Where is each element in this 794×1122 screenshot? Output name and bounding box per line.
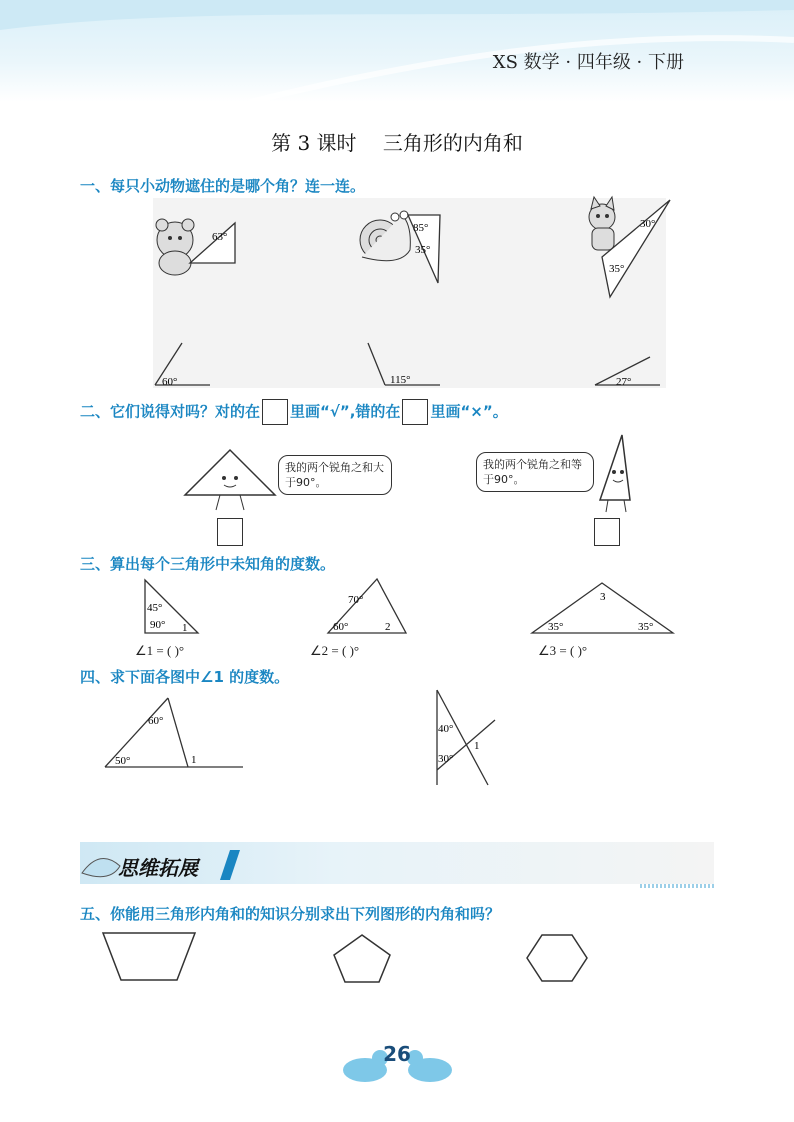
snail-angle-b: 35° xyxy=(415,244,431,256)
q3-triangle-3 xyxy=(532,583,673,633)
lesson-number: 第 3 课时 xyxy=(271,131,357,155)
svg-text:90°: 90° xyxy=(150,619,166,631)
q3-triangle-2 xyxy=(328,579,406,633)
lesson-title xyxy=(0,127,794,156)
svg-text:35°: 35° xyxy=(548,621,564,633)
q3-answer-1[interactable]: ∠1 = ( )° xyxy=(135,643,185,658)
cat-angle-a: 30° xyxy=(640,218,656,230)
section-three-title: 三、算出每个三角形中未知角的度数。 xyxy=(80,555,336,573)
cat-icon xyxy=(589,197,615,250)
inline-box-example-2 xyxy=(402,399,428,425)
q4-figure-1 xyxy=(95,690,255,780)
answer-box-right[interactable] xyxy=(594,518,620,546)
q3-triangles xyxy=(130,575,690,665)
svg-text:27°: 27° xyxy=(616,376,632,388)
svg-text:35°: 35° xyxy=(638,621,654,633)
matching-figures xyxy=(140,195,680,395)
svg-text:1: 1 xyxy=(182,622,188,634)
left-speech-bubble: 我的两个锐角之和大于90°。 xyxy=(278,455,392,495)
svg-text:45°: 45° xyxy=(147,602,163,614)
page-number: 26 xyxy=(383,1042,411,1066)
svg-text:50°: 50° xyxy=(115,755,131,767)
snail-angle-a: 85° xyxy=(413,222,429,234)
q5-shapes xyxy=(95,925,615,990)
obtuse-triangle-character xyxy=(180,440,280,515)
answer-box-left[interactable] xyxy=(217,518,243,546)
q3-answer-3[interactable]: ∠3 = ( )° xyxy=(538,643,588,658)
section-one-title: 一、每只小动物遮住的是哪个角？连一连。 xyxy=(80,177,366,195)
svg-text:40°: 40° xyxy=(438,723,454,735)
book-header: XS 数学 · 四年级 · 下册 xyxy=(492,52,684,73)
snail-icon xyxy=(360,211,410,261)
svg-text:1: 1 xyxy=(474,740,480,752)
svg-text:30°: 30° xyxy=(438,753,454,765)
right-triangle-character xyxy=(588,430,643,515)
bear-triangle xyxy=(190,223,235,263)
inline-box-example-1 xyxy=(262,399,288,425)
svg-text:2: 2 xyxy=(385,621,391,633)
svg-text:3: 3 xyxy=(600,591,606,603)
pentagon-shape xyxy=(334,935,390,982)
svg-text:70°: 70° xyxy=(348,594,364,606)
svg-text:1: 1 xyxy=(191,754,197,766)
option-angle-27 xyxy=(595,357,660,388)
q3-triangle-1 xyxy=(145,580,198,634)
svg-text:60°: 60° xyxy=(148,715,164,727)
svg-text:60°: 60° xyxy=(162,376,178,388)
q3-answer-2[interactable]: ∠2 = ( )° xyxy=(310,643,360,658)
svg-text:115°: 115° xyxy=(390,374,411,386)
option-angle-60 xyxy=(155,343,210,388)
bear-angle: 63° xyxy=(212,231,228,243)
cat-angle-b: 35° xyxy=(609,263,625,275)
hexagon-shape xyxy=(527,935,587,981)
q4-figure-2 xyxy=(425,685,505,790)
section-five-title: 五、你能用三角形内角和的知识分别求出下列图形的内角和吗？ xyxy=(80,905,501,923)
section-two-title: 二、它们说得对吗？对的在 里画“√”,错的在 里画“×”。 xyxy=(80,399,508,425)
lesson-name: 三角形的内角和 xyxy=(382,131,523,155)
bear-icon xyxy=(156,219,194,275)
option-angle-115 xyxy=(368,343,440,386)
svg-text:60°: 60° xyxy=(333,621,349,633)
banner-label: 思维拓展 xyxy=(118,856,198,880)
trapezoid-shape xyxy=(103,933,195,980)
right-speech-bubble: 我的两个锐角之和等于90°。 xyxy=(476,452,594,492)
section-four-title: 四、求下面各图中∠1 的度数。 xyxy=(80,668,290,686)
